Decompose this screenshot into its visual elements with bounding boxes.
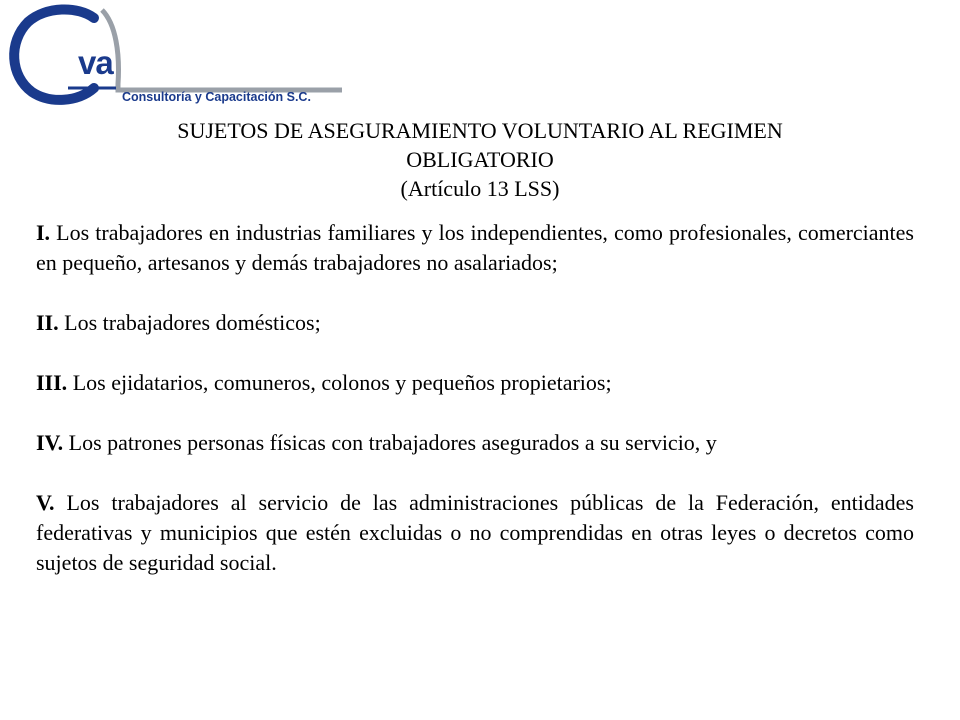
item-number: V. bbox=[36, 490, 55, 515]
company-logo bbox=[6, 4, 352, 114]
item-number: III. bbox=[36, 370, 68, 395]
item-number: I. bbox=[36, 220, 51, 245]
title-line-3: (Artículo 13 LSS) bbox=[400, 176, 560, 201]
title-line-2: OBLIGATORIO bbox=[406, 147, 554, 172]
item-text: Los trabajadores al servicio de las administraciones públicas de la Federación, entidades federativas y municipios que estén excluidas o no comprendidas en otras leyes o decretos como sujetos de seguridad social. bbox=[36, 490, 914, 575]
item-5 bbox=[36, 488, 914, 578]
document-body bbox=[36, 218, 914, 608]
item-2 bbox=[36, 308, 914, 338]
item-number: IV. bbox=[36, 430, 64, 455]
item-text: Los trabajadores en industrias familiares y los independientes, como profesionales, comerciantes en pequeño, artesanos y demás trabajadores no asalariados; bbox=[36, 220, 914, 275]
item-text: Los trabajadores domésticos; bbox=[58, 310, 321, 335]
item-4 bbox=[36, 428, 914, 458]
title-line-1: SUJETOS DE ASEGURAMIENTO VOLUNTARIO AL REGIMEN bbox=[177, 118, 783, 143]
item-text: Los patrones personas físicas con trabajadores asegurados a su servicio, y bbox=[63, 430, 717, 455]
logo-tagline: Consultoría y Capacitación S.C. bbox=[122, 90, 311, 104]
item-3 bbox=[36, 368, 914, 398]
logo-swoosh bbox=[102, 10, 342, 90]
logo-letters: va bbox=[78, 44, 113, 81]
document-title bbox=[90, 116, 870, 203]
item-1 bbox=[36, 218, 914, 278]
item-number: II. bbox=[36, 310, 59, 335]
item-text: Los ejidatarios, comuneros, colonos y pequeños propietarios; bbox=[67, 370, 612, 395]
